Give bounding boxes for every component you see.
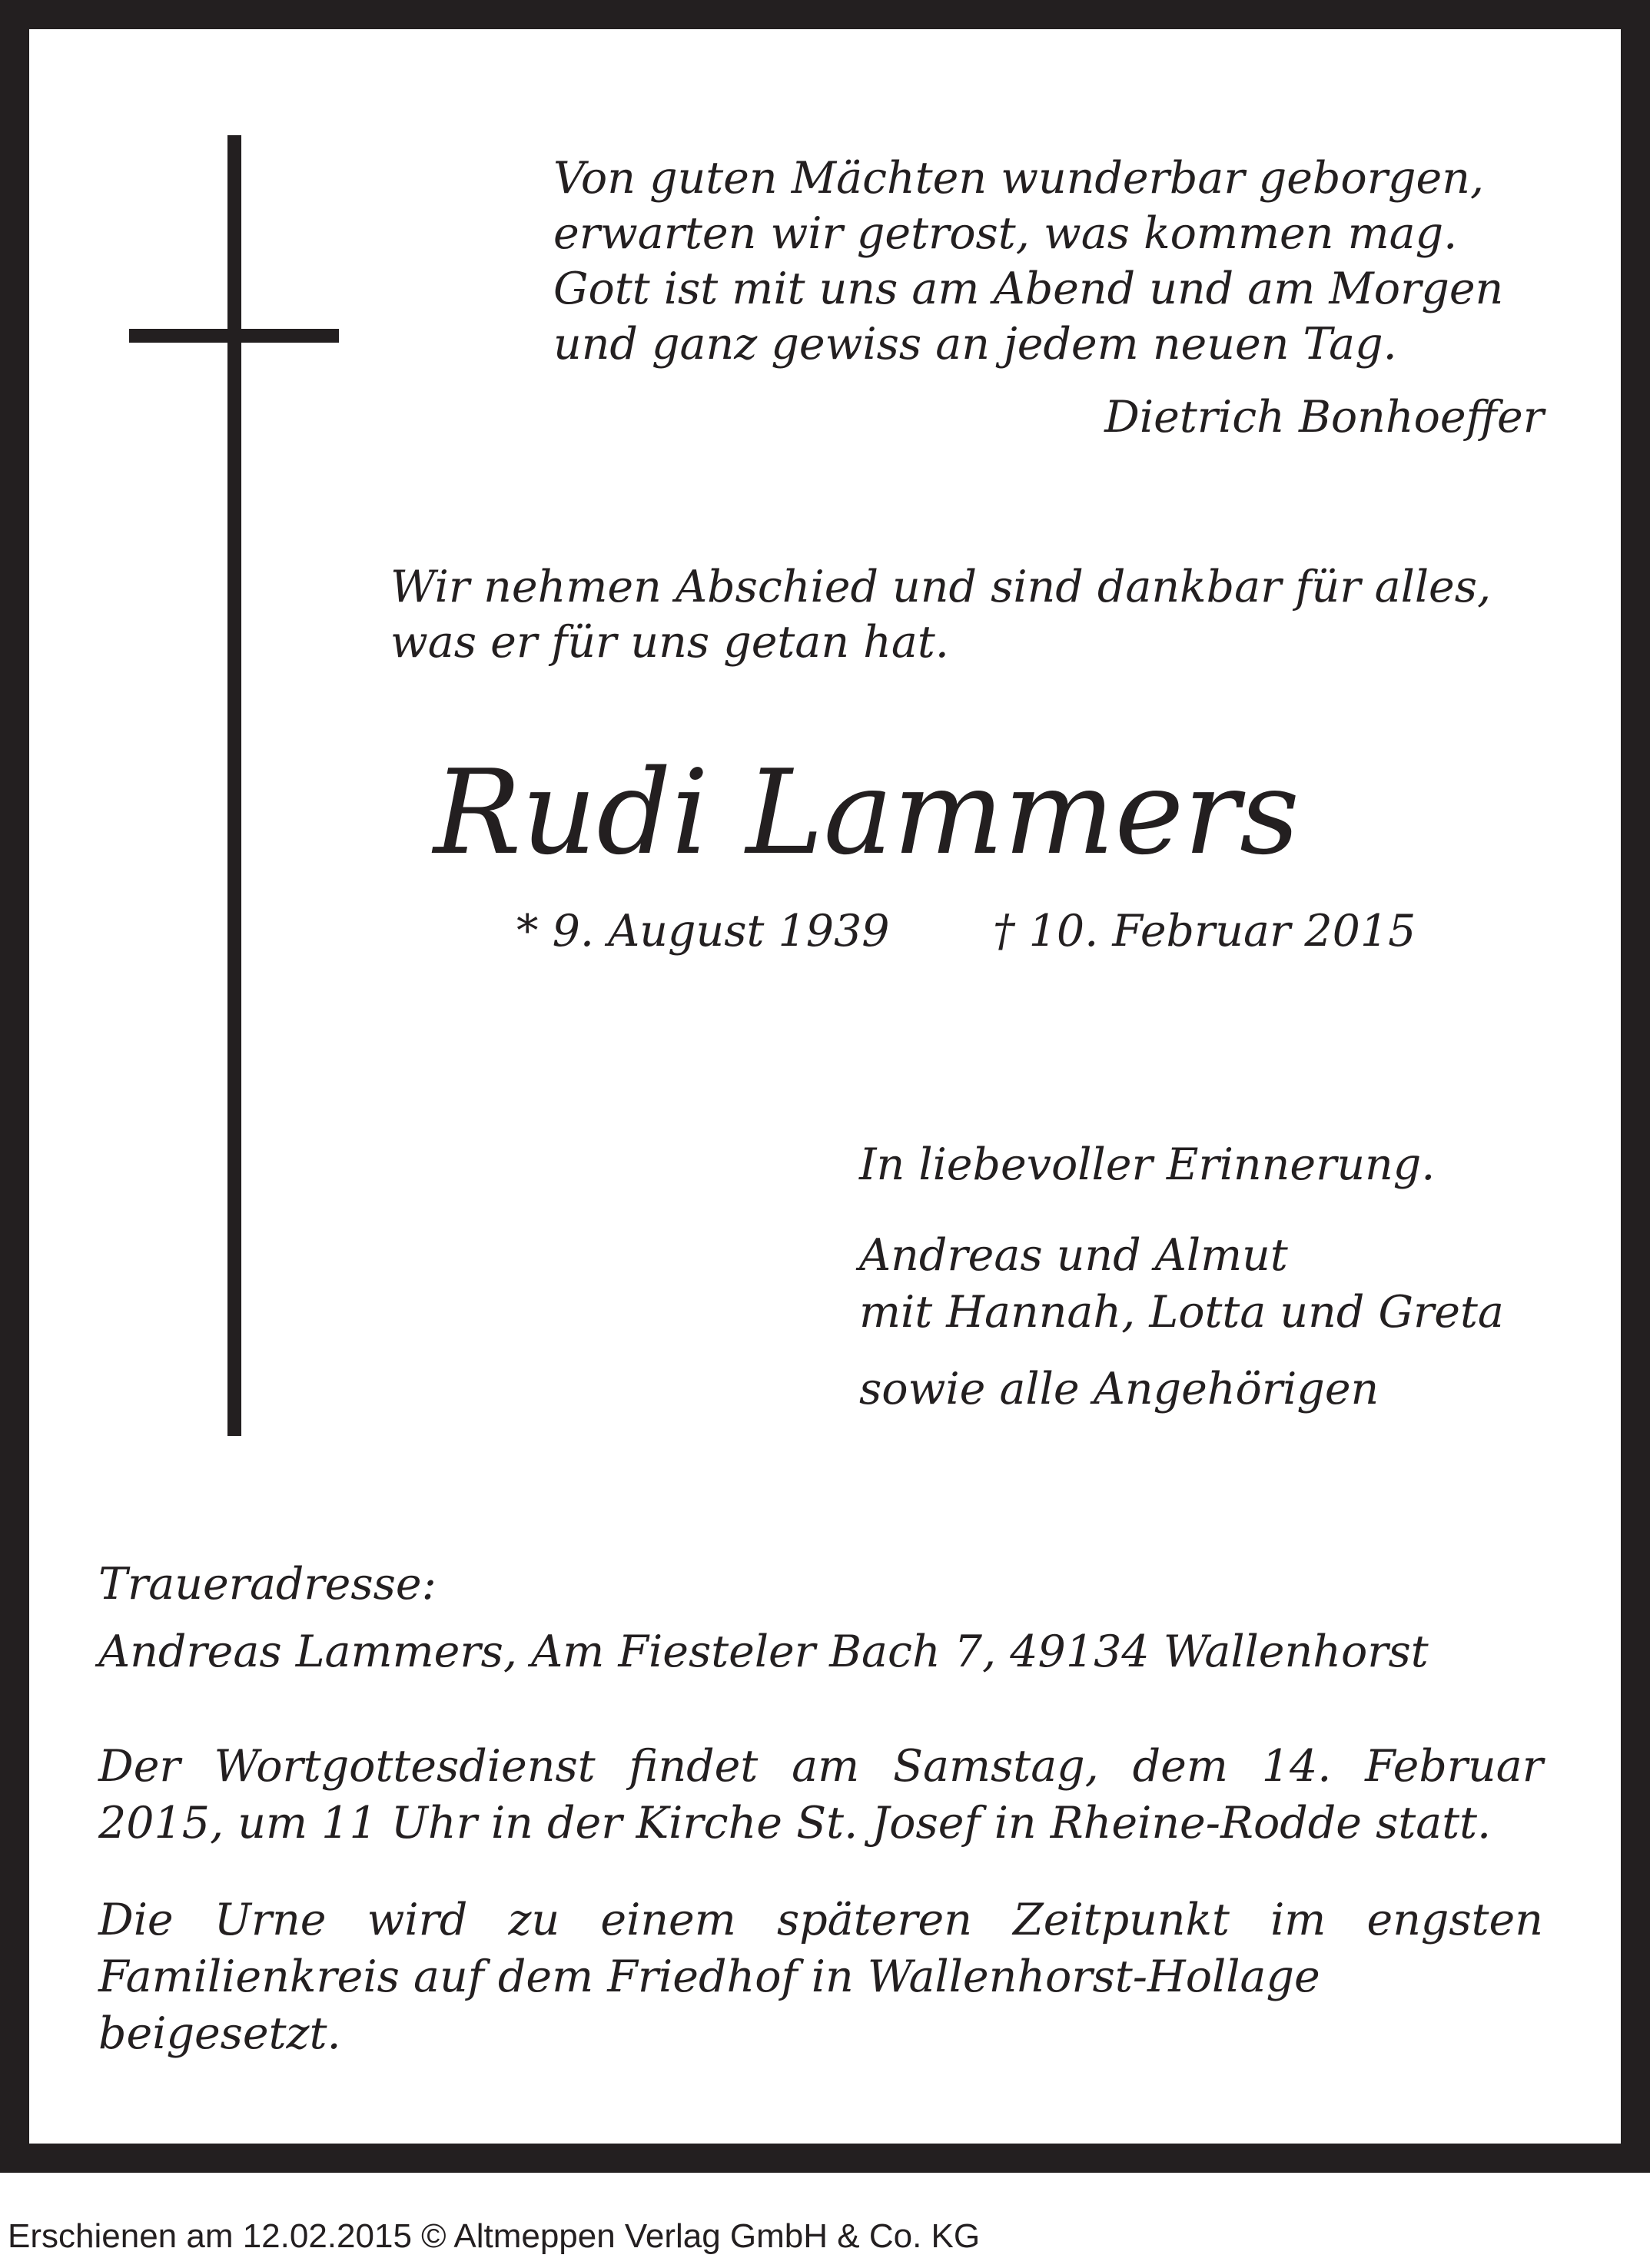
urn-line: Familienkreis auf dem Friedhof in Wallenhorst-Hollage beigesetzt.: [98, 1951, 1320, 2059]
address-label: Traueradresse:: [98, 1559, 437, 1610]
farewell-line: Wir nehmen Abschied und sind dankbar für alles,: [390, 562, 1492, 612]
mourners-line: mit Hannah, Lotta und Greta: [859, 1287, 1504, 1338]
mourners-line: sowie alle Angehörigen: [859, 1364, 1379, 1414]
urn-notice: [98, 1892, 1543, 2059]
birth-date: * 9. August 1939: [516, 906, 890, 957]
cross-icon-bar: [129, 329, 339, 343]
deceased-name: Rudi Lammers: [433, 744, 1300, 880]
urn-line: Die Urne wird zu einem späteren Zeitpunkt im engsten: [98, 1895, 1543, 1945]
service-notice: [98, 1738, 1543, 1852]
poem-line: und ganz gewiss an jedem neuen Tag.: [553, 319, 1397, 370]
service-line: 2015, um 11 Uhr in der Kirche St. Josef in Rheine-Rodde statt.: [98, 1798, 1492, 1849]
poem-line: Gott ist mit uns am Abend und am Morgen: [553, 264, 1504, 314]
poem: [553, 151, 1503, 372]
publication-footer: Erschienen am 12.02.2015 © Altmeppen Verlag GmbH & Co. KG: [8, 2217, 981, 2255]
address-value: Andreas Lammers, Am Fiesteler Bach 7, 49134 Wallenhorst: [98, 1626, 1429, 1677]
poem-line: Von guten Mächten wunderbar geborgen,: [553, 153, 1485, 204]
poem-author: Dietrich Bonhoeffer: [1104, 392, 1544, 443]
death-date: † 10. Februar 2015: [993, 906, 1416, 957]
farewell-line: was er für uns getan hat.: [390, 617, 949, 668]
farewell-text: [390, 559, 1491, 670]
poem-line: erwarten wir getrost, was kommen mag.: [553, 208, 1458, 259]
memory-line: In liebevoller Erinnerung.: [859, 1139, 1436, 1190]
mourners-line: Andreas und Almut: [859, 1230, 1288, 1281]
service-line: Der Wortgottesdienst findet am Samstag, dem 14. Februar: [98, 1741, 1543, 1792]
